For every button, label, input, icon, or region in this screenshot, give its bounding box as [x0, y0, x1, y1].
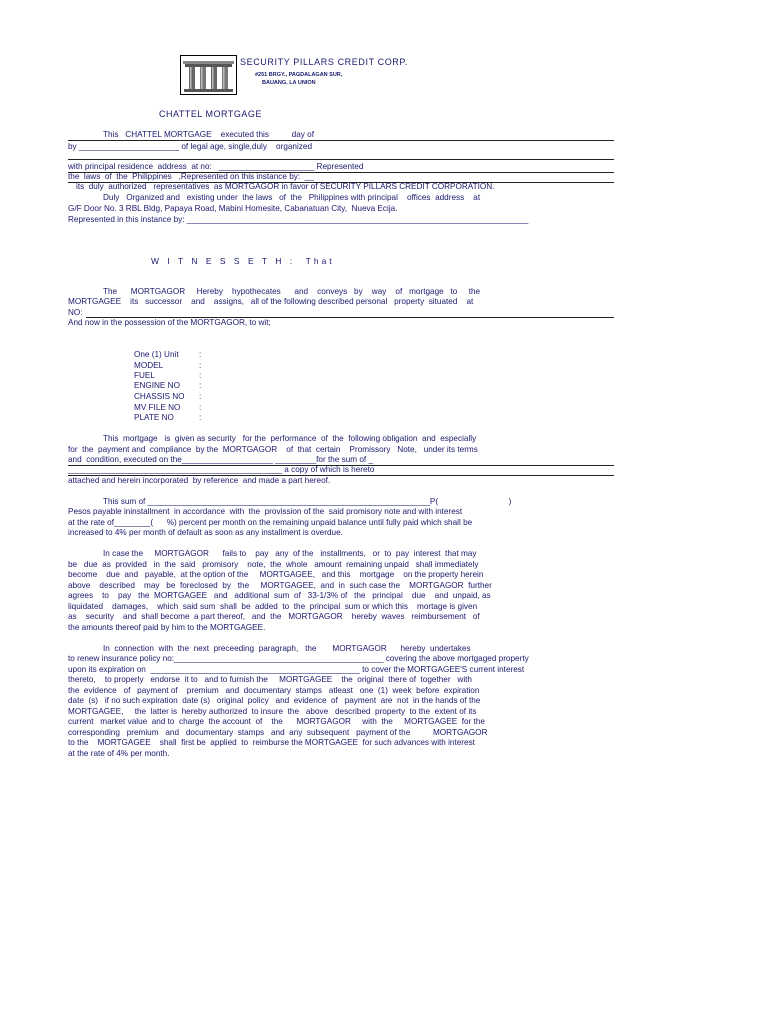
para3-line: This sum of ______________________________________________________________P( ): [103, 497, 512, 506]
para2-line: attached and herein incorporated by reference and made a part hereof.: [68, 476, 331, 485]
para4-line: the amounts thereof paid by him to the MORTGAGEE.: [68, 623, 266, 632]
intro-line: This CHATTEL MORTGAGE executed this day of: [103, 130, 314, 139]
para2-line: This mortgage is given as security for the performance of the following obligation and especially: [103, 434, 477, 443]
para2-line: for the payment and compliance by the MORTGAGOR of that certain Promissory Note, under its terms: [68, 445, 478, 454]
para4-line: agrees to pay the MORTGAGEE and additional sum of 33-1/3% of the principal due and unpaid, as: [68, 591, 491, 600]
intro-line: Duly Organized and existing under the laws of the Philippines with principal offices address at: [103, 193, 481, 202]
vehicle-field-sep: :: [199, 350, 202, 359]
intro-line: by ______________________ of legal age, single,duly organized: [68, 142, 313, 151]
intro-line: the laws of the Philippines ,Represented on this instance by: __: [68, 172, 314, 181]
vehicle-field-label: FUEL: [134, 371, 155, 380]
witnesseth-heading: W I T N E S S E T H : That: [151, 256, 335, 266]
para4-line: be due as provided in the said promisory note, the whole amount remaining unpaid shall immediately: [68, 560, 479, 569]
para4-line: above described may be foreclosed by the MORTGAGEE, and in such case the MORTGAGOR further: [68, 581, 492, 590]
para3-line: increased to 4% per month of default as soon as any installment is overdue.: [68, 528, 343, 537]
vehicle-field-label: PLATE NO: [134, 413, 174, 422]
vehicle-field-sep: :: [199, 371, 202, 380]
para5-line: In connection with the next preceeding paragraph, the MORTGAGOR hereby undertakes: [103, 644, 471, 653]
vehicle-field-sep: :: [199, 361, 202, 370]
intro-line: with principal residence address at no: _____________________ Represented: [68, 162, 364, 171]
para4-line: liquidated damages, which said sum shall be added to the principal sum or which this mortage is given: [68, 602, 478, 611]
para4-line: In case the MORTGAGOR fails to pay any of the installments, or to pay interest that may: [103, 549, 477, 558]
vehicle-field-label: MODEL: [134, 361, 164, 370]
para5-line: date (s) if no such expiration date (s) original policy and evidence of payment are not in the hands of the: [68, 696, 481, 705]
fill-in-line: [68, 159, 614, 160]
para5-line: to the MORTGAGEE shall first be applied to reimburse the MORTGAGEE for such advances with interest: [68, 738, 475, 747]
para3-line: Pesos payable ininstallment in accordance with the provission of the said promisory note and with interest: [68, 507, 463, 516]
para1-line: And now in the possession of the MORTGAGOR, to wit;: [68, 318, 271, 327]
vehicle-field-sep: :: [199, 392, 202, 401]
fill-in-line: [68, 140, 614, 141]
para2-line: _______________________________________________ a copy of which is hereto: [68, 465, 375, 474]
para4-line: become due and payable, at the option of the MORTGAGEE, and this mortgage on the property herein: [68, 570, 484, 579]
intro-line: Represented in this instance by: ___________________________________________________________________________: [68, 215, 529, 224]
para5-line: current market value and to charge the account of the MORTGAGOR with the MORTGAGEE for the: [68, 717, 485, 726]
document-title: CHATTEL MORTGAGE: [159, 109, 262, 119]
para2-line: and condition, executed on the____________________ _________for the sum of _: [68, 455, 374, 464]
intro-line: G/F Door No. 3 RBL Bldg, Papaya Road, Mabini Homesite, Cabanatuan City, Nueva Ecija.: [68, 204, 398, 213]
para5-line: to renew insurance policy no:______________________________________________ covering the above mortgaged property: [68, 654, 529, 663]
para5-line: corresponding premium and documentary stamps and any subsequent payment of the MORTGAGOR: [68, 728, 488, 737]
intro-line: its duly authorized representatives as MORTGAGOR in favor of SECURITY PILLARS CREDIT CORPORATION.: [76, 182, 495, 191]
vehicle-field-label: CHASSIS NO: [134, 392, 185, 401]
pillars-logo-icon: [180, 55, 237, 95]
vehicle-field-label: ENGINE NO: [134, 381, 180, 390]
vehicle-field-label: MV FILE NO: [134, 403, 181, 412]
vehicle-field-sep: :: [199, 403, 202, 412]
para5-line: thereto, to properly endorse it to and to furnish the MORTGAGEE the original there of together with: [68, 675, 472, 684]
vehicle-field-sep: :: [199, 413, 202, 422]
para1-line: MORTGAGEE its successor and assigns, all of the following described personal property situated at: [68, 297, 474, 306]
para5-line: the evidence of payment of premium and documentary stamps atleast one (1) week before expiration: [68, 686, 480, 695]
para5-line: upon its expiration on ______________________________________________ to cover the MORTGAGEE'S current interest: [68, 665, 525, 674]
vehicle-field-sep: :: [199, 381, 202, 390]
company-name: SECURITY PILLARS CREDIT CORP.: [240, 57, 408, 67]
para3-line: at the rate of________( %) percent per month on the remaining unpaid balance until fully paid which shall be: [68, 518, 473, 527]
para1-line: NO:: [68, 308, 83, 317]
vehicle-field-label: One (1) Unit: [134, 350, 179, 359]
company-address-line2: BAUANG, LA UNION: [262, 80, 316, 86]
para5-line: at the rate of 4% per month.: [68, 749, 170, 758]
para1-line: The MORTGAGOR Hereby hypothecates and conveys by way of mortgage to the: [103, 287, 481, 296]
para5-line: MORTGAGEE, the latter is hereby authorized to insure the above described property to the extent of its: [68, 707, 477, 716]
company-address-line1: #251 BRGY., PAGDALAGAN SUR,: [255, 72, 343, 78]
para4-line: as security and shall become a part thereof, and the MORTGAGOR hereby waves reimbursement of: [68, 612, 480, 621]
